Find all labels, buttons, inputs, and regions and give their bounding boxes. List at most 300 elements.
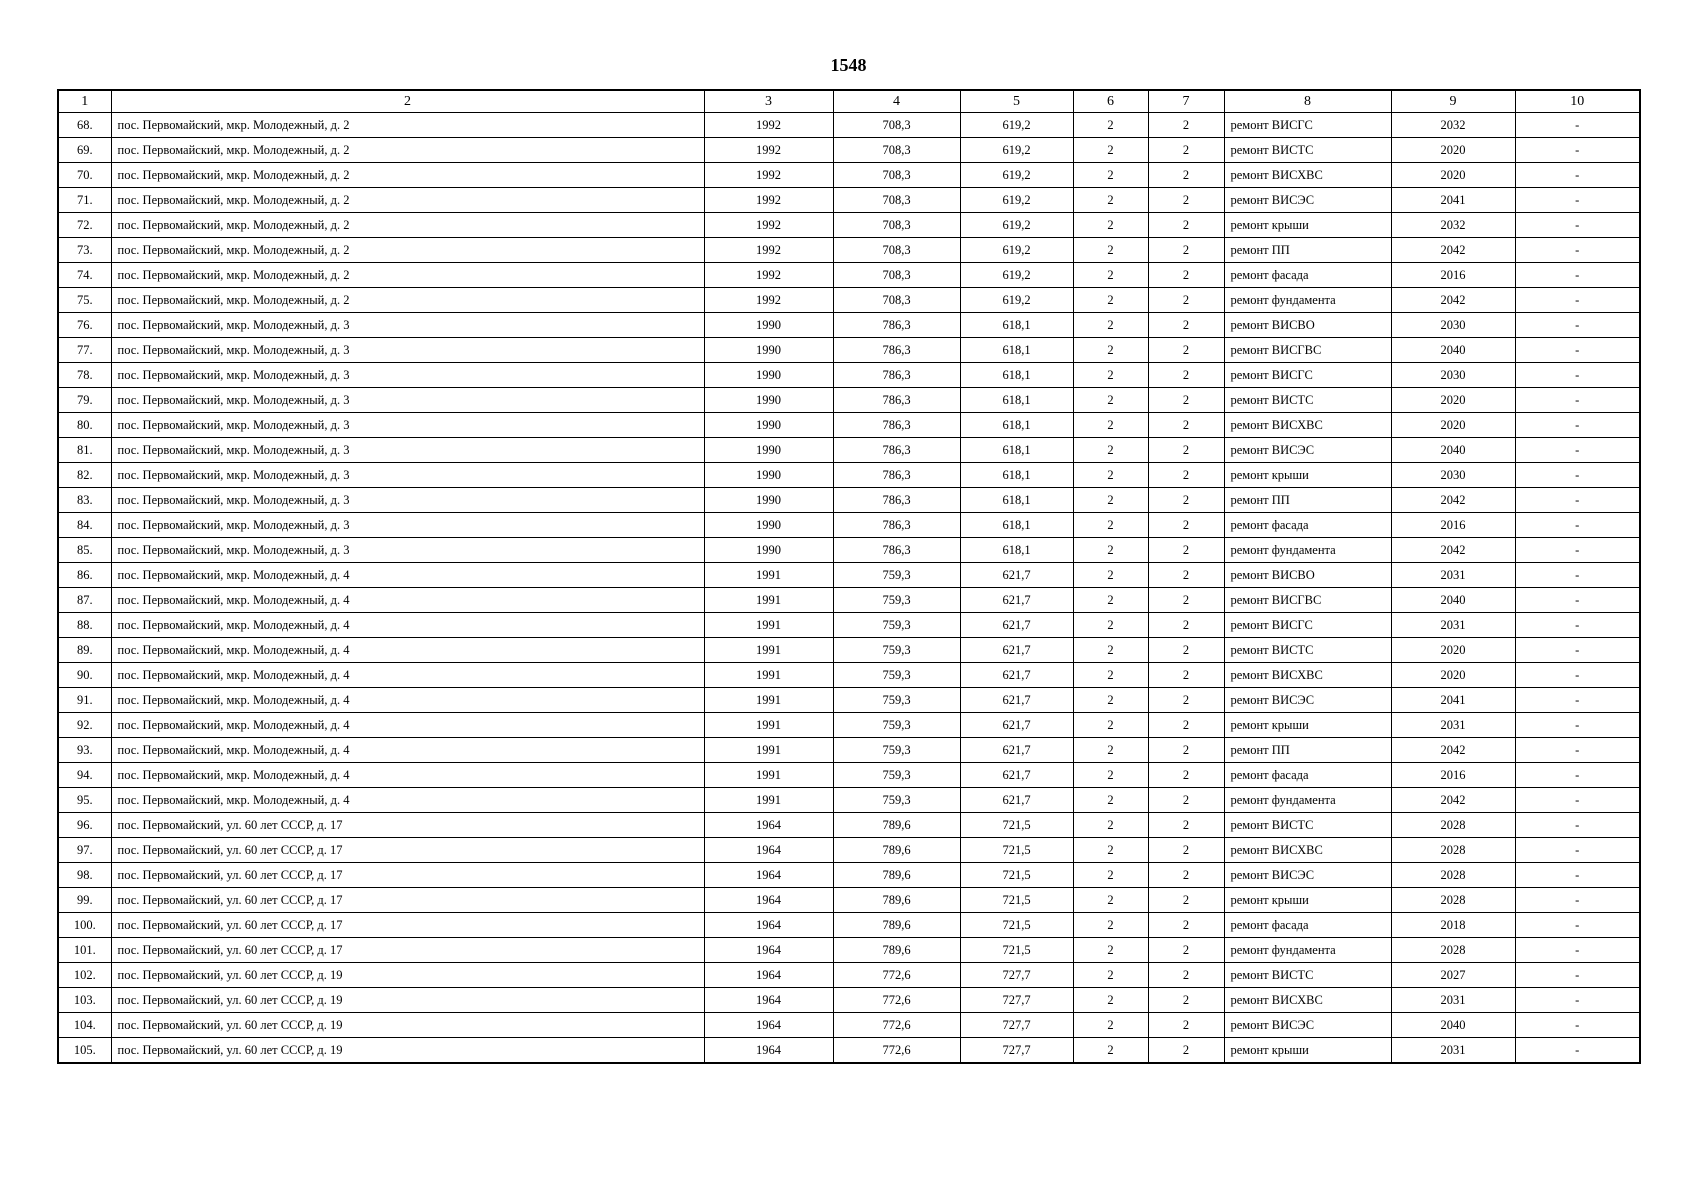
cell-living-area: 721,5 (960, 888, 1073, 913)
cell-living-area: 619,2 (960, 138, 1073, 163)
cell-floors: 2 (1073, 313, 1148, 338)
table-row (58, 188, 1640, 213)
cell-address: пос. Первомайский, мкр. Молодежный, д. 2 (111, 288, 704, 313)
cell-address: пос. Первомайский, ул. 60 лет СССР, д. 17 (111, 863, 704, 888)
cell-planned-year: 2016 (1391, 263, 1515, 288)
cell-total-area: 772,6 (833, 963, 960, 988)
cell-entrances: 2 (1148, 263, 1224, 288)
table-row (58, 888, 1640, 913)
cell-entrances: 2 (1148, 588, 1224, 613)
cell-living-area: 619,2 (960, 113, 1073, 138)
table-row (58, 513, 1640, 538)
table-row (58, 988, 1640, 1013)
cell-repair-type: ремонт крыши (1224, 1038, 1391, 1064)
cell-planned-year: 2031 (1391, 613, 1515, 638)
cell-note: - (1515, 688, 1640, 713)
cell-note: - (1515, 313, 1640, 338)
cell-total-area: 772,6 (833, 1013, 960, 1038)
cell-note: - (1515, 163, 1640, 188)
cell-entrances: 2 (1148, 988, 1224, 1013)
cell-planned-year: 2042 (1391, 788, 1515, 813)
cell-repair-type: ремонт ВИСГС (1224, 113, 1391, 138)
cell-build-year: 1990 (704, 488, 833, 513)
cell-address: пос. Первомайский, мкр. Молодежный, д. 3 (111, 313, 704, 338)
cell-row-number: 92. (58, 713, 111, 738)
cell-planned-year: 2031 (1391, 1038, 1515, 1064)
cell-repair-type: ремонт фасада (1224, 263, 1391, 288)
cell-repair-type: ремонт фасада (1224, 513, 1391, 538)
cell-floors: 2 (1073, 1038, 1148, 1064)
column-header: 3 (704, 90, 833, 113)
cell-note: - (1515, 1038, 1640, 1064)
cell-address: пос. Первомайский, мкр. Молодежный, д. 4 (111, 563, 704, 588)
cell-total-area: 789,6 (833, 813, 960, 838)
cell-note: - (1515, 488, 1640, 513)
cell-build-year: 1991 (704, 663, 833, 688)
cell-build-year: 1964 (704, 988, 833, 1013)
cell-note: - (1515, 763, 1640, 788)
cell-living-area: 619,2 (960, 163, 1073, 188)
cell-floors: 2 (1073, 888, 1148, 913)
cell-floors: 2 (1073, 463, 1148, 488)
table-row (58, 838, 1640, 863)
cell-note: - (1515, 588, 1640, 613)
cell-planned-year: 2020 (1391, 138, 1515, 163)
cell-address: пос. Первомайский, мкр. Молодежный, д. 3 (111, 513, 704, 538)
cell-build-year: 1990 (704, 413, 833, 438)
cell-planned-year: 2032 (1391, 113, 1515, 138)
cell-total-area: 786,3 (833, 338, 960, 363)
cell-floors: 2 (1073, 738, 1148, 763)
cell-note: - (1515, 563, 1640, 588)
cell-total-area: 786,3 (833, 438, 960, 463)
cell-planned-year: 2028 (1391, 938, 1515, 963)
cell-total-area: 789,6 (833, 913, 960, 938)
table-row (58, 113, 1640, 138)
cell-floors: 2 (1073, 788, 1148, 813)
table-row (58, 713, 1640, 738)
cell-floors: 2 (1073, 163, 1148, 188)
cell-note: - (1515, 113, 1640, 138)
cell-living-area: 618,1 (960, 388, 1073, 413)
cell-entrances: 2 (1148, 738, 1224, 763)
table-row (58, 463, 1640, 488)
cell-repair-type: ремонт ВИСГВС (1224, 338, 1391, 363)
cell-living-area: 721,5 (960, 813, 1073, 838)
cell-row-number: 85. (58, 538, 111, 563)
cell-note: - (1515, 963, 1640, 988)
cell-row-number: 90. (58, 663, 111, 688)
cell-row-number: 97. (58, 838, 111, 863)
cell-entrances: 2 (1148, 1038, 1224, 1064)
cell-build-year: 1990 (704, 538, 833, 563)
cell-floors: 2 (1073, 863, 1148, 888)
cell-planned-year: 2020 (1391, 163, 1515, 188)
cell-total-area: 708,3 (833, 263, 960, 288)
cell-address: пос. Первомайский, ул. 60 лет СССР, д. 17 (111, 938, 704, 963)
table-row (58, 213, 1640, 238)
cell-repair-type: ремонт ВИСТС (1224, 138, 1391, 163)
cell-repair-type: ремонт фундамента (1224, 788, 1391, 813)
cell-entrances: 2 (1148, 288, 1224, 313)
cell-build-year: 1991 (704, 738, 833, 763)
cell-total-area: 772,6 (833, 1038, 960, 1064)
cell-total-area: 708,3 (833, 238, 960, 263)
cell-total-area: 708,3 (833, 138, 960, 163)
cell-build-year: 1992 (704, 188, 833, 213)
cell-entrances: 2 (1148, 213, 1224, 238)
cell-repair-type: ремонт фундамента (1224, 288, 1391, 313)
cell-entrances: 2 (1148, 688, 1224, 713)
cell-build-year: 1964 (704, 1038, 833, 1064)
cell-planned-year: 2042 (1391, 238, 1515, 263)
cell-row-number: 99. (58, 888, 111, 913)
cell-planned-year: 2028 (1391, 888, 1515, 913)
cell-repair-type: ремонт ВИСГС (1224, 613, 1391, 638)
cell-entrances: 2 (1148, 638, 1224, 663)
cell-floors: 2 (1073, 963, 1148, 988)
cell-build-year: 1991 (704, 613, 833, 638)
cell-entrances: 2 (1148, 563, 1224, 588)
cell-floors: 2 (1073, 538, 1148, 563)
cell-planned-year: 2040 (1391, 338, 1515, 363)
cell-row-number: 89. (58, 638, 111, 663)
cell-planned-year: 2040 (1391, 1013, 1515, 1038)
cell-note: - (1515, 713, 1640, 738)
cell-note: - (1515, 738, 1640, 763)
cell-note: - (1515, 788, 1640, 813)
cell-build-year: 1992 (704, 263, 833, 288)
table-row (58, 538, 1640, 563)
cell-note: - (1515, 138, 1640, 163)
cell-row-number: 70. (58, 163, 111, 188)
table-row (58, 813, 1640, 838)
cell-note: - (1515, 363, 1640, 388)
cell-entrances: 2 (1148, 238, 1224, 263)
cell-total-area: 786,3 (833, 513, 960, 538)
cell-total-area: 786,3 (833, 463, 960, 488)
cell-repair-type: ремонт ВИСЭС (1224, 863, 1391, 888)
cell-address: пос. Первомайский, мкр. Молодежный, д. 3 (111, 413, 704, 438)
cell-row-number: 68. (58, 113, 111, 138)
column-number-row (58, 90, 1640, 113)
cell-address: пос. Первомайский, мкр. Молодежный, д. 3 (111, 488, 704, 513)
cell-total-area: 789,6 (833, 863, 960, 888)
cell-row-number: 103. (58, 988, 111, 1013)
cell-address: пос. Первомайский, ул. 60 лет СССР, д. 17 (111, 913, 704, 938)
cell-address: пос. Первомайский, мкр. Молодежный, д. 2 (111, 213, 704, 238)
cell-repair-type: ремонт ВИСГВС (1224, 588, 1391, 613)
cell-planned-year: 2042 (1391, 488, 1515, 513)
cell-floors: 2 (1073, 288, 1148, 313)
cell-planned-year: 2020 (1391, 388, 1515, 413)
cell-note: - (1515, 338, 1640, 363)
cell-entrances: 2 (1148, 488, 1224, 513)
cell-row-number: 83. (58, 488, 111, 513)
cell-repair-type: ремонт фундамента (1224, 938, 1391, 963)
cell-floors: 2 (1073, 1013, 1148, 1038)
cell-address: пос. Первомайский, мкр. Молодежный, д. 3 (111, 538, 704, 563)
cell-row-number: 86. (58, 563, 111, 588)
cell-repair-type: ремонт ВИСТС (1224, 638, 1391, 663)
table-row (58, 738, 1640, 763)
cell-living-area: 618,1 (960, 488, 1073, 513)
cell-note: - (1515, 638, 1640, 663)
cell-build-year: 1964 (704, 1013, 833, 1038)
cell-row-number: 102. (58, 963, 111, 988)
cell-address: пос. Первомайский, ул. 60 лет СССР, д. 19 (111, 988, 704, 1013)
cell-total-area: 789,6 (833, 888, 960, 913)
cell-note: - (1515, 288, 1640, 313)
cell-floors: 2 (1073, 563, 1148, 588)
cell-living-area: 619,2 (960, 288, 1073, 313)
cell-repair-type: ремонт ВИСХВС (1224, 163, 1391, 188)
cell-entrances: 2 (1148, 813, 1224, 838)
cell-total-area: 789,6 (833, 938, 960, 963)
cell-build-year: 1991 (704, 638, 833, 663)
cell-row-number: 84. (58, 513, 111, 538)
cell-floors: 2 (1073, 263, 1148, 288)
cell-repair-type: ремонт фасада (1224, 763, 1391, 788)
table-row (58, 488, 1640, 513)
cell-living-area: 621,7 (960, 688, 1073, 713)
cell-build-year: 1991 (704, 588, 833, 613)
table-row (58, 163, 1640, 188)
cell-total-area: 786,3 (833, 488, 960, 513)
cell-repair-type: ремонт фундамента (1224, 538, 1391, 563)
cell-floors: 2 (1073, 363, 1148, 388)
cell-living-area: 621,7 (960, 738, 1073, 763)
cell-note: - (1515, 938, 1640, 963)
cell-floors: 2 (1073, 713, 1148, 738)
cell-planned-year: 2028 (1391, 813, 1515, 838)
cell-build-year: 1992 (704, 138, 833, 163)
cell-living-area: 721,5 (960, 838, 1073, 863)
cell-total-area: 708,3 (833, 163, 960, 188)
cell-living-area: 727,7 (960, 1013, 1073, 1038)
cell-address: пос. Первомайский, ул. 60 лет СССР, д. 19 (111, 1013, 704, 1038)
cell-planned-year: 2020 (1391, 663, 1515, 688)
cell-build-year: 1964 (704, 888, 833, 913)
cell-row-number: 94. (58, 763, 111, 788)
cell-planned-year: 2031 (1391, 988, 1515, 1013)
cell-note: - (1515, 188, 1640, 213)
cell-entrances: 2 (1148, 513, 1224, 538)
cell-address: пос. Первомайский, мкр. Молодежный, д. 3 (111, 438, 704, 463)
cell-floors: 2 (1073, 663, 1148, 688)
cell-build-year: 1990 (704, 513, 833, 538)
cell-build-year: 1964 (704, 863, 833, 888)
column-header: 5 (960, 90, 1073, 113)
cell-note: - (1515, 438, 1640, 463)
cell-row-number: 82. (58, 463, 111, 488)
cell-total-area: 759,3 (833, 688, 960, 713)
cell-total-area: 708,3 (833, 213, 960, 238)
cell-note: - (1515, 238, 1640, 263)
cell-repair-type: ремонт ВИСЭС (1224, 188, 1391, 213)
cell-entrances: 2 (1148, 663, 1224, 688)
cell-living-area: 618,1 (960, 513, 1073, 538)
table-row (58, 663, 1640, 688)
cell-living-area: 721,5 (960, 938, 1073, 963)
cell-living-area: 619,2 (960, 263, 1073, 288)
cell-living-area: 618,1 (960, 413, 1073, 438)
table-row (58, 688, 1640, 713)
cell-build-year: 1991 (704, 763, 833, 788)
cell-planned-year: 2020 (1391, 638, 1515, 663)
cell-total-area: 786,3 (833, 363, 960, 388)
cell-living-area: 619,2 (960, 188, 1073, 213)
cell-planned-year: 2030 (1391, 363, 1515, 388)
cell-address: пос. Первомайский, мкр. Молодежный, д. 4 (111, 588, 704, 613)
cell-planned-year: 2040 (1391, 438, 1515, 463)
cell-floors: 2 (1073, 188, 1148, 213)
cell-planned-year: 2028 (1391, 863, 1515, 888)
cell-living-area: 618,1 (960, 338, 1073, 363)
cell-floors: 2 (1073, 488, 1148, 513)
cell-build-year: 1990 (704, 338, 833, 363)
cell-repair-type: ремонт ВИСЭС (1224, 688, 1391, 713)
cell-row-number: 78. (58, 363, 111, 388)
table-row (58, 1038, 1640, 1064)
cell-repair-type: ремонт ВИСВО (1224, 313, 1391, 338)
cell-total-area: 772,6 (833, 988, 960, 1013)
cell-row-number: 81. (58, 438, 111, 463)
table-body (58, 113, 1640, 1064)
cell-entrances: 2 (1148, 938, 1224, 963)
cell-entrances: 2 (1148, 163, 1224, 188)
cell-note: - (1515, 913, 1640, 938)
table-row (58, 263, 1640, 288)
table-row (58, 763, 1640, 788)
cell-living-area: 618,1 (960, 363, 1073, 388)
cell-planned-year: 2016 (1391, 763, 1515, 788)
column-header: 4 (833, 90, 960, 113)
cell-floors: 2 (1073, 588, 1148, 613)
cell-address: пос. Первомайский, ул. 60 лет СССР, д. 17 (111, 813, 704, 838)
cell-build-year: 1992 (704, 113, 833, 138)
cell-entrances: 2 (1148, 463, 1224, 488)
table-row (58, 938, 1640, 963)
table-row (58, 288, 1640, 313)
cell-address: пос. Первомайский, мкр. Молодежный, д. 2 (111, 263, 704, 288)
cell-row-number: 75. (58, 288, 111, 313)
cell-address: пос. Первомайский, ул. 60 лет СССР, д. 19 (111, 963, 704, 988)
cell-repair-type: ремонт ВИСХВС (1224, 838, 1391, 863)
cell-entrances: 2 (1148, 863, 1224, 888)
cell-address: пос. Первомайский, мкр. Молодежный, д. 2 (111, 238, 704, 263)
cell-address: пос. Первомайский, мкр. Молодежный, д. 3 (111, 388, 704, 413)
cell-note: - (1515, 838, 1640, 863)
cell-planned-year: 2027 (1391, 963, 1515, 988)
cell-entrances: 2 (1148, 388, 1224, 413)
cell-repair-type: ремонт крыши (1224, 888, 1391, 913)
column-header: 2 (111, 90, 704, 113)
cell-floors: 2 (1073, 513, 1148, 538)
cell-note: - (1515, 863, 1640, 888)
cell-entrances: 2 (1148, 913, 1224, 938)
cell-build-year: 1990 (704, 313, 833, 338)
cell-repair-type: ремонт ВИСВО (1224, 563, 1391, 588)
cell-address: пос. Первомайский, мкр. Молодежный, д. 3 (111, 363, 704, 388)
cell-repair-type: ремонт ВИСХВС (1224, 988, 1391, 1013)
cell-build-year: 1990 (704, 388, 833, 413)
cell-repair-type: ремонт ПП (1224, 238, 1391, 263)
cell-floors: 2 (1073, 763, 1148, 788)
cell-living-area: 621,7 (960, 613, 1073, 638)
cell-entrances: 2 (1148, 788, 1224, 813)
cell-note: - (1515, 538, 1640, 563)
column-header: 1 (58, 90, 111, 113)
cell-note: - (1515, 813, 1640, 838)
column-header: 8 (1224, 90, 1391, 113)
cell-repair-type: ремонт ВИСТС (1224, 388, 1391, 413)
cell-row-number: 77. (58, 338, 111, 363)
cell-build-year: 1990 (704, 438, 833, 463)
cell-build-year: 1990 (704, 463, 833, 488)
cell-total-area: 759,3 (833, 788, 960, 813)
table-row (58, 588, 1640, 613)
cell-planned-year: 2018 (1391, 913, 1515, 938)
cell-living-area: 621,7 (960, 638, 1073, 663)
column-header: 9 (1391, 90, 1515, 113)
cell-build-year: 1991 (704, 563, 833, 588)
cell-living-area: 621,7 (960, 788, 1073, 813)
cell-floors: 2 (1073, 813, 1148, 838)
cell-living-area: 721,5 (960, 863, 1073, 888)
cell-build-year: 1992 (704, 213, 833, 238)
cell-address: пос. Первомайский, мкр. Молодежный, д. 3 (111, 338, 704, 363)
cell-living-area: 618,1 (960, 438, 1073, 463)
cell-floors: 2 (1073, 613, 1148, 638)
cell-row-number: 79. (58, 388, 111, 413)
column-header: 10 (1515, 90, 1640, 113)
cell-entrances: 2 (1148, 538, 1224, 563)
cell-planned-year: 2016 (1391, 513, 1515, 538)
cell-planned-year: 2030 (1391, 313, 1515, 338)
cell-note: - (1515, 513, 1640, 538)
cell-floors: 2 (1073, 938, 1148, 963)
cell-entrances: 2 (1148, 713, 1224, 738)
cell-build-year: 1991 (704, 688, 833, 713)
cell-living-area: 618,1 (960, 538, 1073, 563)
cell-entrances: 2 (1148, 138, 1224, 163)
cell-build-year: 1964 (704, 838, 833, 863)
capital-repair-table (57, 89, 1641, 1064)
table-row (58, 413, 1640, 438)
cell-planned-year: 2032 (1391, 213, 1515, 238)
cell-total-area: 786,3 (833, 538, 960, 563)
cell-living-area: 618,1 (960, 463, 1073, 488)
cell-row-number: 69. (58, 138, 111, 163)
cell-floors: 2 (1073, 913, 1148, 938)
cell-entrances: 2 (1148, 1013, 1224, 1038)
cell-floors: 2 (1073, 988, 1148, 1013)
cell-entrances: 2 (1148, 838, 1224, 863)
cell-planned-year: 2042 (1391, 288, 1515, 313)
cell-living-area: 621,7 (960, 763, 1073, 788)
table-row (58, 338, 1640, 363)
cell-row-number: 96. (58, 813, 111, 838)
table-row (58, 963, 1640, 988)
cell-floors: 2 (1073, 338, 1148, 363)
cell-total-area: 786,3 (833, 413, 960, 438)
cell-row-number: 80. (58, 413, 111, 438)
cell-row-number: 87. (58, 588, 111, 613)
cell-living-area: 727,7 (960, 963, 1073, 988)
cell-planned-year: 2031 (1391, 713, 1515, 738)
cell-planned-year: 2042 (1391, 738, 1515, 763)
